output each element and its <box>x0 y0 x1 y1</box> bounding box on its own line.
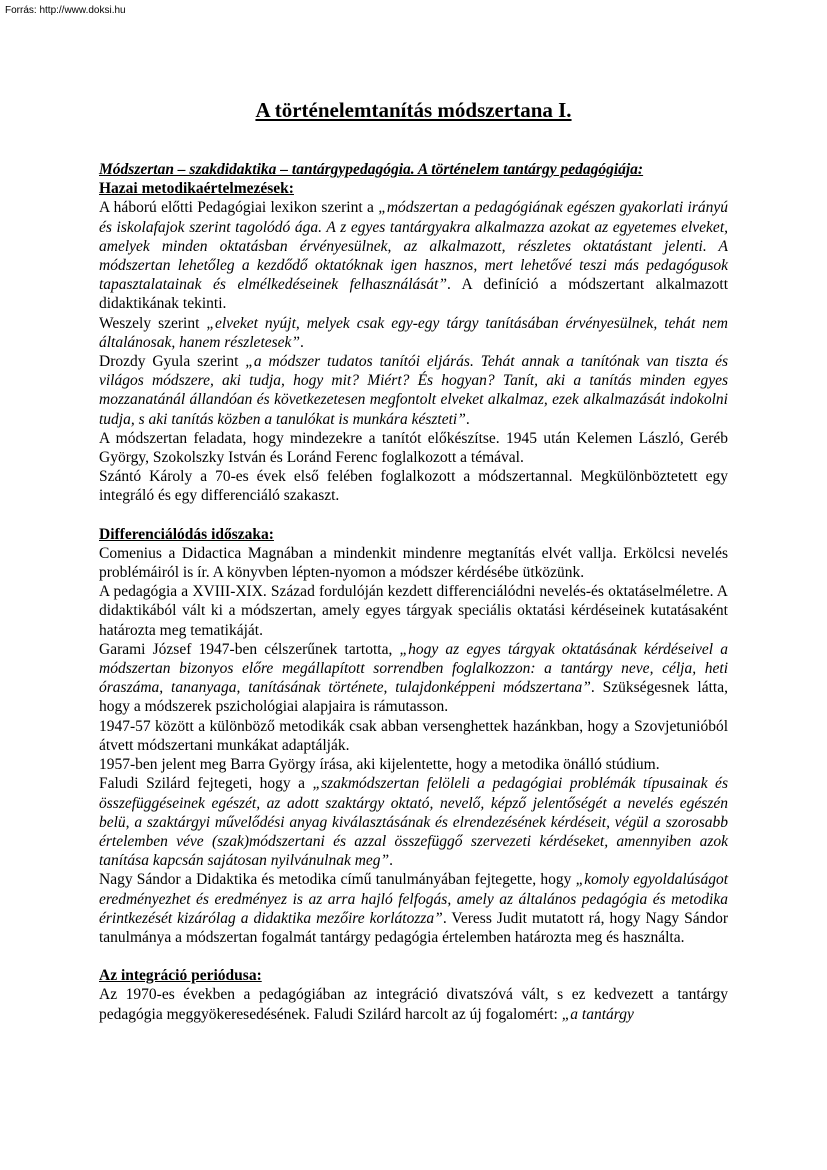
paragraph: Garami József 1947-ben célszerűnek tartotta, „hogy az egyes tárgyak oktatásának kérdéseivel a módszertan bizonyos előre megállapított sorrendben foglalkozzon: a tantárgy neve, célja, heti óraszáma, tananyaga, tanításának története, tulajdonképpeni módszertana”. Szükségesnek látta, hogy a módszerek pszichológiai alapjaira is rámutasson. <box>99 640 728 716</box>
paragraph: 1947-57 között a különböző metodikák csak abban versenghettek hazánkban, hogy a Szovjetunióból átvett módszertani munkákat adaptálják. <box>99 717 728 754</box>
paragraph: A háború előtti Pedagógiai lexikon szerint a „módszertan a pedagógiának egészen gyakorlati irányú és iskolafajok szerint tagolódó ága. A z egyes tantárgyakra alkalmazza azokat az egyetemes elveket, amelyek minden oktatásban érvényesülnek, az alkalmazott, részletes oktatástant jelenti. A módszertan lehetőleg a kezdődő oktatóknak igen hasznos, mert lehetővé teszi más pedagógusok tapasztalatainak és elmélkedéseinek felhasználását”. A definíció a módszertant alkalmazott didaktikának tekinti. <box>99 199 729 313</box>
document-body <box>99 160 728 1024</box>
paragraph: A pedagógia a XVIII-XIX. Század fordulóján kezdett differenciálódni nevelés-és oktatáselméletre. A didaktikából vált ki a módszertan, amely egyes tárgyak speciális oktatási kérdéseinek kutatásaként határozta meg tematikáját. <box>99 583 728 639</box>
section-heading-hazai: Hazai metodikaértelmezések: <box>99 180 294 198</box>
paragraph: Faludi Szilárd fejtegeti, hogy a „szakmódszertan felöleli a pedagógiai problémák típusainak és összefüggéseinek egészét, az adott szaktárgy oktató, nevelő, képző jelentőségét a nevelés egészén belü, a szaktárgyi művelődési anyag kiválasztásának és elrendezésének kérdéseit, végül a szorosabb értelemben véve (szak)módszertani és azzal összefüggő szervezeti kérdéseket, amennyiben azok tanítása kapcsán sajátosan nyilvánulnak meg”. <box>99 775 728 870</box>
paragraph: Drozdy Gyula szerint „a módszer tudatos tanítói eljárás. Tehát annak a tanítónak van tiszta és világos módszere, aki tudja, hogy mit? Miért? És hogyan? Tanít, aki a tanítás minden egyes mozzanatánál állandóan és következetesen megfontolt elveket alkalmaz, ezek alkalmazását indokolni tudja, s aki tanítás közben a tanulókat is munkára készteti”. <box>99 353 728 428</box>
source-url: Forrás: http://www.doksi.hu <box>5 5 126 16</box>
subtitle: Módszertan – szakdidaktika – tantárgypedagógia. A történelem tantárgy pedagógiája: <box>99 161 644 178</box>
paragraph: Comenius a Didactica Magnában a mindenkit mindenre megtanítás elvét vallja. Erkölcsi nevelés problémáiról is ír. A könyvben lépten-nyomon a módszer kérdésébe ütközünk. <box>99 544 728 582</box>
paragraph: Szántó Károly a 70-es évek első felében foglalkozott a módszertannal. Megkülönböztetett egy integráló és egy differenciáló szakaszt. <box>99 468 728 505</box>
paragraph: A módszertan feladata, hogy mindezekre a tanítót előkészítse. 1945 után Kelemen László, Geréb György, Szokolszky István és Loránd Ferenc foglalkozott a témával. <box>99 429 728 467</box>
paragraph: 1957-ben jelent meg Barra György írása, aki kijelentette, hogy a metodika önálló stúdium. <box>99 756 660 774</box>
paragraph: Weszely szerint „elveket nyújt, melyek csak egy-egy tárgy tanításában érvényesülnek, tehát nem általánosak, hanem részletesek”. <box>99 314 728 351</box>
paragraph: Az 1970-es években a pedagógiában az integráció divatszóvá vált, s ez kedvezett a tantárgy pedagógia meggyökeresedésének. Faludi Szilárd harcolt az új fogalomért: „a tantárgy <box>99 986 728 1023</box>
section-heading-differencialodas: Differenciálódás időszaka: <box>99 525 274 543</box>
paragraph: Nagy Sándor a Didaktika és metodika című tanulmányában fejtegette, hogy „komoly egyoldalúságot eredményezhet és eredményez is az arra hajló felfogás, amely az általános pedagógia és metodika érintkezését kizárólag a didaktika mezőire korlátozza”. Veress Judit mutatott rá, hogy Nagy Sándor tanulmánya a módszertan fogalmát tantárgy pedagógia értelemben határozta meg és használta. <box>99 871 729 946</box>
section-heading-integracio: Az integráció periódusa: <box>99 967 262 985</box>
document-title: A történelemtanítás módszertana I. <box>255 98 572 122</box>
